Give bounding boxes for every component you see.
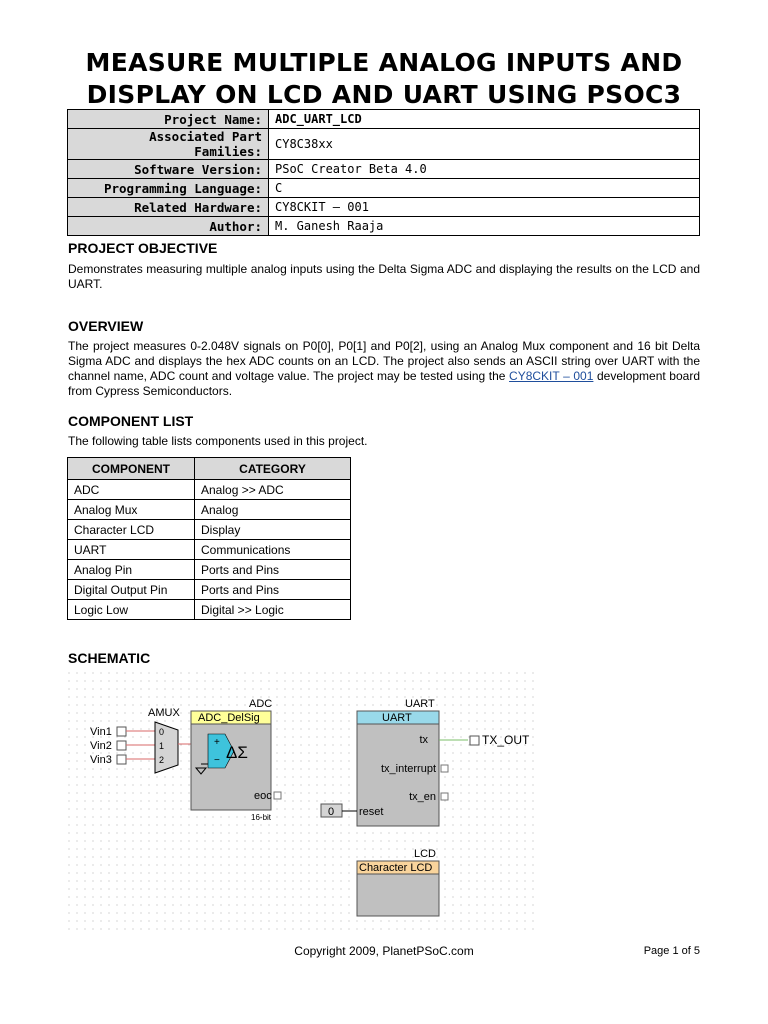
category-cell: Analog xyxy=(195,500,351,520)
objective-text: Demonstrates measuring multiple analog inputs using the Delta Sigma ADC and displaying the results on the LCD and UART. xyxy=(68,262,700,291)
column-header-category: CATEGORY xyxy=(195,458,351,480)
component-cell: Logic Low xyxy=(68,600,195,620)
component-list-heading: COMPONENT LIST xyxy=(68,413,194,429)
adc-eoc-label: eoc xyxy=(254,790,272,802)
category-cell: Digital >> Logic xyxy=(195,600,351,620)
info-key: Author: xyxy=(68,217,269,236)
component-table xyxy=(67,457,351,620)
info-row xyxy=(68,179,700,198)
info-key: Related Hardware: xyxy=(68,198,269,217)
table-row xyxy=(68,520,351,540)
analog-pin-icon xyxy=(117,727,126,736)
logic-low-value: 0 xyxy=(328,806,335,818)
adc-name: ADC_DelSig xyxy=(198,712,260,724)
amux-input-2: 2 xyxy=(159,755,165,765)
eoc-terminal-icon xyxy=(274,792,281,799)
info-value: PSoC Creator Beta 4.0 xyxy=(269,160,700,179)
objective-heading: PROJECT OBJECTIVE xyxy=(68,240,218,256)
info-key: Project Name: xyxy=(68,110,269,129)
amux-input-1: 1 xyxy=(159,741,165,751)
component-cell: Analog Mux xyxy=(68,500,195,520)
adc-resolution-label: 16-bit xyxy=(251,813,272,822)
document-title-line-1: MEASURE MULTIPLE ANALOG INPUTS AND xyxy=(85,48,683,77)
component-list-intro: The following table lists components used in this project. xyxy=(68,434,368,448)
analog-pin-icon xyxy=(117,741,126,750)
grid-background xyxy=(68,672,540,930)
component-table-header xyxy=(68,458,351,480)
uart-name: UART xyxy=(382,712,412,724)
overview-heading: OVERVIEW xyxy=(68,318,144,334)
lcd-label: LCD xyxy=(414,848,437,860)
component-cell: Digital Output Pin xyxy=(68,580,195,600)
info-value: C xyxy=(269,179,700,198)
info-value: ADC_UART_LCD xyxy=(269,110,700,129)
digital-output-pin-icon xyxy=(470,736,479,745)
tx-en-terminal-icon xyxy=(441,793,448,800)
uart-tx-en-label: tx_en xyxy=(409,791,436,803)
table-row xyxy=(68,480,351,500)
info-row xyxy=(68,217,700,236)
info-key: Software Version: xyxy=(68,160,269,179)
info-value: M. Ganesh Raaja xyxy=(269,217,700,236)
info-value: CY8C38xx xyxy=(269,129,700,160)
info-key: Associated Part Families: xyxy=(68,129,269,160)
component-cell: ADC xyxy=(68,480,195,500)
table-row xyxy=(68,560,351,580)
adc-label: ADC xyxy=(249,698,273,710)
cy8ckit-link[interactable]: CY8CKIT – 001 xyxy=(509,369,594,383)
amux-input-0: 0 xyxy=(159,727,165,737)
page-number: Page 1 of 5 xyxy=(643,945,700,957)
amux-label: AMUX xyxy=(148,707,180,719)
overview-text xyxy=(68,339,700,399)
component-cell: Analog Pin xyxy=(68,560,195,580)
uart-label: UART xyxy=(405,698,435,710)
adc-symbol: ΔΣ xyxy=(226,743,248,762)
info-key: Programming Language: xyxy=(68,179,269,198)
vin3-label: Vin3 xyxy=(90,754,112,766)
info-row xyxy=(68,110,700,129)
table-row xyxy=(68,600,351,620)
tx-out-label: TX_OUT xyxy=(482,733,530,747)
component-cell: UART xyxy=(68,540,195,560)
overview-text-part: The project measures 0-2.048V signals on P0[0], P0[1] and P0[2], using an Analog Mux component and 16 bit Delta Sigma ADC and displays the hex ADC counts on an LCD. The project also sends an ASCII string over UART with the channel name, ADC count and voltage value. The project may be tested using the xyxy=(68,339,700,383)
info-row xyxy=(68,198,700,217)
category-cell: Analog >> ADC xyxy=(195,480,351,500)
uart-tx-label: tx xyxy=(419,734,428,746)
copyright-footer: Copyright 2009, PlanetPSoC.com xyxy=(294,944,474,958)
schematic-heading: SCHEMATIC xyxy=(68,650,151,666)
project-info-table xyxy=(67,109,700,236)
category-cell: Display xyxy=(195,520,351,540)
adc-plus-sign: + xyxy=(214,737,220,748)
tx-interrupt-terminal-icon xyxy=(441,765,448,772)
uart-reset-label: reset xyxy=(359,806,384,818)
info-row xyxy=(68,160,700,179)
lcd-name: Character LCD xyxy=(359,862,433,874)
uart-tx-interrupt-label: tx_interrupt xyxy=(380,763,436,775)
overview-text-part: development board from Cypress Semiconductors. xyxy=(68,369,701,398)
table-row xyxy=(68,540,351,560)
category-cell: Communications xyxy=(195,540,351,560)
column-header-component: COMPONENT xyxy=(68,458,195,480)
info-value: CY8CKIT – 001 xyxy=(269,198,700,217)
info-row xyxy=(68,129,700,160)
vin1-label: Vin1 xyxy=(90,726,112,738)
component-cell: Character LCD xyxy=(68,520,195,540)
document-title-line-2: DISPLAY ON LCD AND UART USING PSOC3 xyxy=(86,80,682,109)
vin2-label: Vin2 xyxy=(90,740,112,752)
table-row xyxy=(68,500,351,520)
adc-minus-sign: − xyxy=(214,755,220,766)
schematic-diagram xyxy=(68,672,540,930)
table-row xyxy=(68,580,351,600)
analog-pin-icon xyxy=(117,755,126,764)
category-cell: Ports and Pins xyxy=(195,580,351,600)
category-cell: Ports and Pins xyxy=(195,560,351,580)
